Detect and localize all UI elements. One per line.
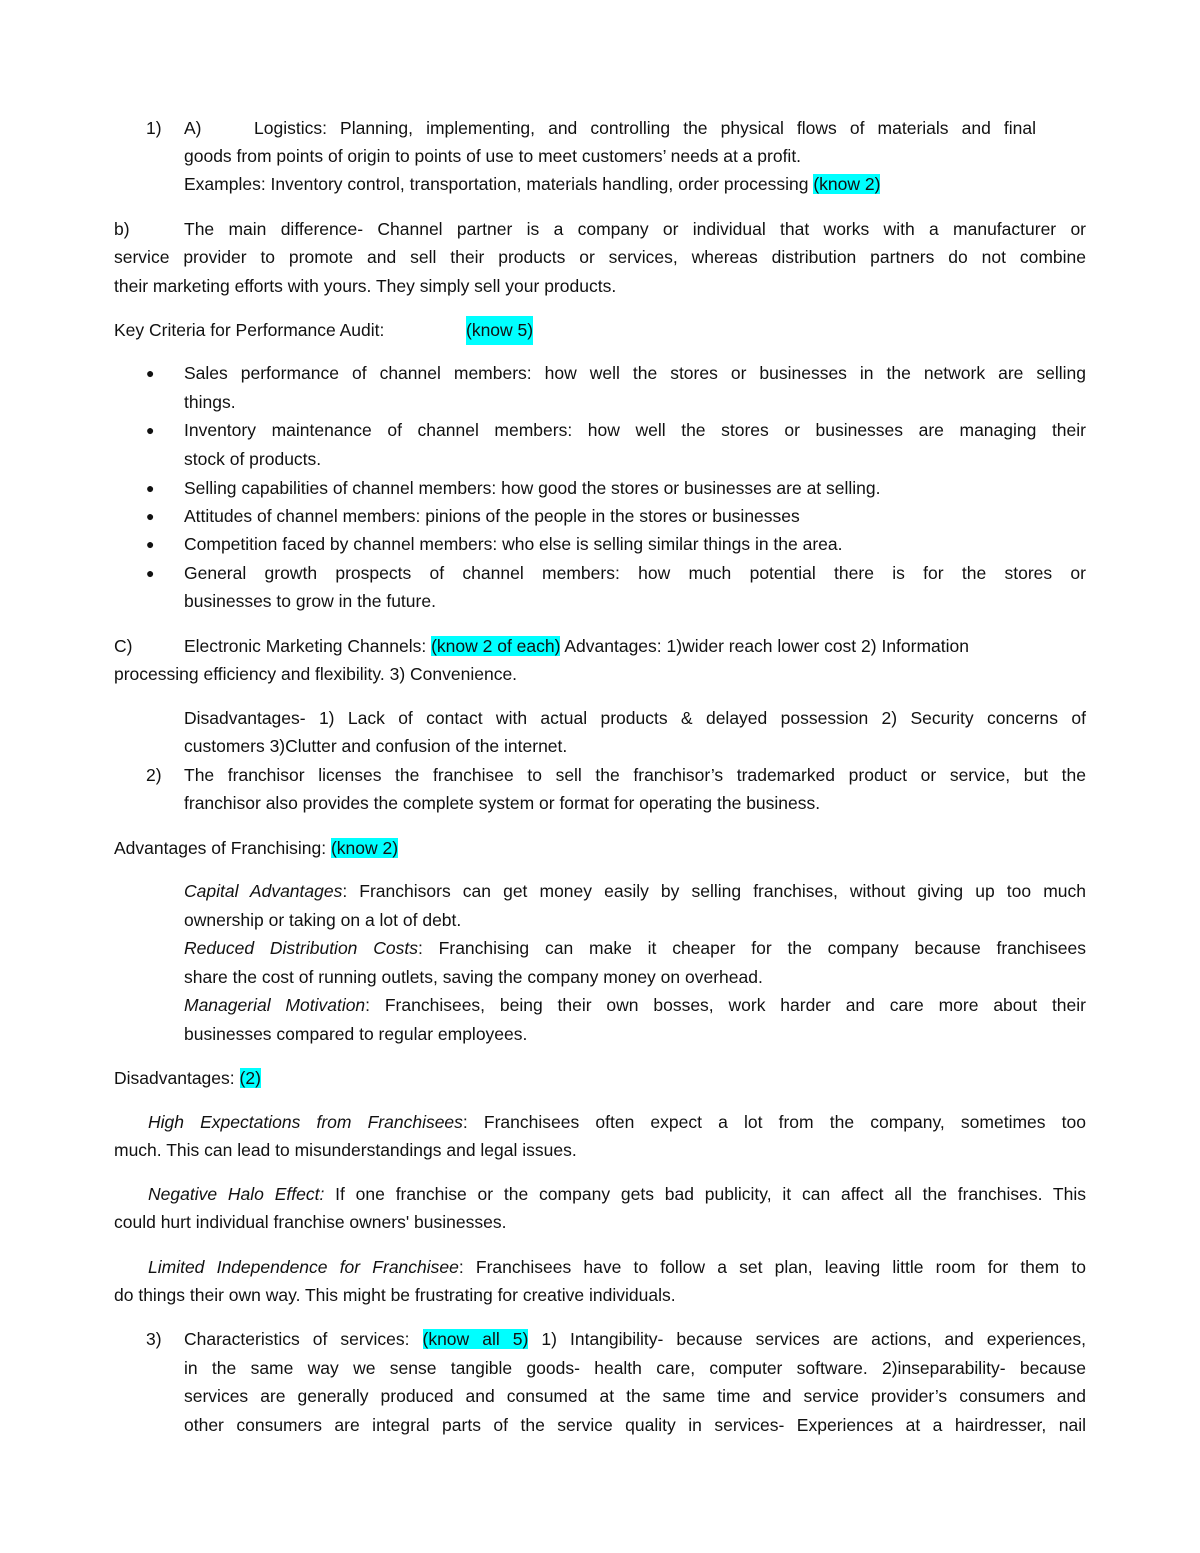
bullet-1-line2: things. [184,392,236,412]
q2-line1: The franchisor licenses the franchisee to sell the franchisor’s trademarked product or service, but the [184,765,1086,785]
logistics-definition-line2: goods from points of origin to points of use to meet customers’ needs at a profit. [184,146,802,166]
advantage-1-term: Capital Advantages [184,881,343,901]
advantage-2-line1 [184,934,1086,963]
advantages-heading [114,834,398,863]
q3-line1 [184,1325,1086,1354]
bullet-6-line1: General growth prospects of channel members: how much potential there is for the stores or [184,563,1086,583]
disadvantages-line2: customers 3)Clutter and confusion of the internet. [184,736,568,756]
advantages-heading-text: Advantages of Franchising: [114,838,327,858]
two-highlight: (2) [239,1068,261,1088]
disadvantages-heading [114,1064,261,1093]
q3-line2: in the same way we sense tangible goods- health care, computer software. 2)inseparability- because [184,1358,1086,1378]
disadvantage-1-desc: : Franchisees often expect a lot from the company, sometimes too [462,1112,1086,1132]
c-prefix: Electronic Marketing Channels: [184,636,427,656]
logistics-examples-text: Examples: Inventory control, transportation, materials handling, order processing [184,174,809,194]
bullet-5: Competition faced by channel members: who else is selling similar things in the area. [184,534,843,554]
disadvantage-1-term: High Expectations from Franchisees [148,1112,463,1132]
bullet-1-line1: Sales performance of channel members: how well the stores or businesses in the network are selling [184,363,1086,383]
know-all-5-highlight: (know all 5) [422,1329,529,1349]
disadvantage-3-line2: do things their own way. This might be frustrating for creative individuals. [114,1285,676,1305]
criteria-heading: Key Criteria for Performance Audit: [114,320,385,340]
know-2-highlight: (know 2) [813,174,881,194]
bullet-2-line2: stock of products. [184,449,322,469]
c-line1 [184,632,969,661]
c-line2: processing efficiency and flexibility. 3) Convenience. [114,664,518,684]
disadvantage-1-line2: much. This can lead to misunderstandings and legal issues. [114,1140,577,1160]
advantage-1-line1 [184,877,1086,906]
q3-number: 3) [146,1329,162,1349]
advantage-2-line2: share the cost of running outlets, saving the company money on overhead. [184,967,763,987]
know-2-highlight: (know 2) [330,838,399,858]
bullet-4: Attitudes of channel members: pinions of the people in the stores or businesses [184,506,800,526]
bullet-dot: ● [146,508,155,524]
know-5-highlight: (know 5) [466,316,533,345]
b-line2: service provider to promote and sell their products or services, whereas distribution partners do not combine [114,247,1086,267]
q1-letter-a: A) [184,118,202,138]
advantage-3-desc: : Franchisees, being their own bosses, work harder and care more about their [365,995,1086,1015]
c-advantages: Advantages: 1)wider reach lower cost 2) Information [564,636,969,656]
advantage-2-desc: : Franchising can make it cheaper for the company because franchisees [417,938,1086,958]
bullet-2-line1: Inventory maintenance of channel members: how well the stores or businesses are managing their [184,420,1086,440]
bullet-dot: ● [146,365,155,381]
logistics-definition-line1: Logistics: Planning, implementing, and controlling the physical flows of materials and final [254,118,1036,138]
disadvantage-1-line1 [148,1108,1086,1137]
know-2-of-each-highlight: (know 2 of each) [431,636,561,656]
advantage-3-line2: businesses compared to regular employees. [184,1024,528,1044]
q2-number: 2) [146,765,162,785]
b-line3: their marketing efforts with yours. They simply sell your products. [114,276,617,296]
logistics-examples [184,170,880,199]
bullet-dot: ● [146,565,155,581]
q1-number: 1) [146,118,162,138]
advantage-1-line2: ownership or taking on a lot of debt. [184,910,462,930]
bullet-6-line2: businesses to grow in the future. [184,591,436,611]
advantage-3-term: Managerial Motivation [184,995,366,1015]
advantage-1-desc: : Franchisors can get money easily by selling franchises, without giving up too much [342,881,1086,901]
bullet-dot: ● [146,480,155,496]
disadvantage-2-desc: If one franchise or the company gets bad publicity, it can affect all the franchises. This [324,1184,1086,1204]
advantage-3-line1 [184,991,1086,1020]
disadvantage-3-line1 [148,1253,1086,1282]
q3-intangibility: 1) Intangibility- because services are actions, and experiences, [541,1329,1086,1349]
disadvantage-3-term: Limited Independence for Franchisee [148,1257,459,1277]
bullet-dot: ● [146,422,155,438]
disadvantage-2-term: Negative Halo Effect: [148,1184,325,1204]
b-label: b) [114,219,130,239]
q3-line4: other consumers are integral parts of the service quality in services- Experiences at a hairdresser, nail [184,1415,1086,1435]
c-label: C) [114,636,133,656]
q3-prefix: Characteristics of services: [184,1329,410,1349]
bullet-3: Selling capabilities of channel members: how good the stores or businesses are at selling. [184,478,881,498]
disadvantage-2-line2: could hurt individual franchise owners' businesses. [114,1212,507,1232]
advantage-2-term: Reduced Distribution Costs [184,938,418,958]
disadvantage-3-desc: : Franchisees have to follow a set plan, leaving little room for them to [458,1257,1086,1277]
bullet-dot: ● [146,536,155,552]
b-line1: The main difference- Channel partner is a company or individual that works with a manufacturer or [184,219,1086,239]
q3-line3: services are generally produced and consumed at the same time and service provider’s consumers and [184,1386,1086,1406]
disadvantage-2-line1 [148,1180,1086,1209]
q2-line2: franchisor also provides the complete system or format for operating the business. [184,793,821,813]
disadvantages-heading-text: Disadvantages: [114,1068,235,1088]
disadvantages-line1: Disadvantages- 1) Lack of contact with actual products & delayed possession 2) Security concerns of [184,708,1086,728]
